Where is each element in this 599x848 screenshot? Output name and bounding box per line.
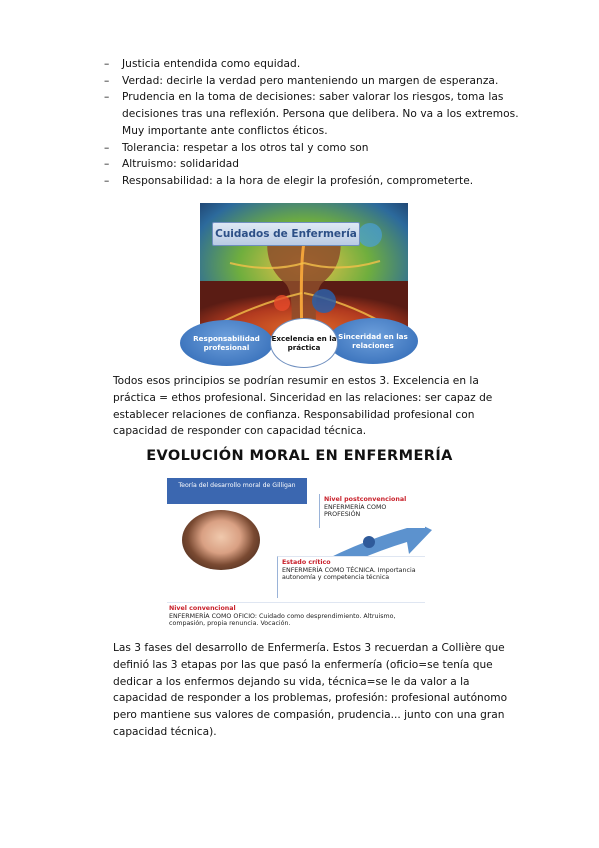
list-item-text: Prudencia en la toma de decisiones: saber valorar los riesgos, toma las decisiones tras una reflexión. Persona que delibera. No va a los extremos. Muy importante ante conflictos éticos. (122, 91, 519, 137)
list-dash: – (104, 141, 110, 154)
list-dash: – (104, 74, 110, 87)
phases-paragraph: Las 3 fases del desarrollo de Enfermería. Estos 3 recuerdan a Collière que definió las 3 etapas por las que pasó la enfermería (oficio=se tenía que dedicar a los enfermos dejando su vida, técnica=se le da valor a la capacidad de responder a los problemas, profesión: profesional autónomo pero mantiene sus valores de compasión, prudencia... junto con una gran capacidad técnica). (113, 642, 508, 738)
list-item-text: Justicia entendida como equidad. (122, 58, 301, 70)
list-item (104, 173, 524, 190)
responsibility-oval: Responsabilidad profesional (180, 320, 273, 366)
excellence-oval: Excelencia en la práctica (270, 318, 338, 368)
list-dash: – (104, 174, 110, 187)
list-item (104, 89, 524, 139)
list-dash: – (104, 158, 110, 171)
section-heading: EVOLUCIÓN MORAL EN ENFERMERÍA (146, 448, 453, 464)
list-item-text: Responsabilidad: a la hora de elegir la profesión, comprometerte. (122, 174, 474, 187)
list-dash: – (104, 91, 110, 104)
figure-title: Cuidados de Enfermería (212, 222, 360, 246)
portrait-photo (182, 510, 260, 570)
conventional-text: ENFERMERÍA COMO OFICIO: Cuidado como desprendimiento. Altruismo, compasión, propia renuncia. Vocación. (169, 612, 396, 628)
list-item-text: Altruismo: solidaridad (122, 158, 240, 171)
theory-header: Teoría del desarrollo moral de Gilligan (167, 478, 307, 504)
list-item-text: Tolerancia: respetar a los otros tal y como son (122, 141, 369, 154)
postconventional-box (319, 494, 425, 528)
conventional-box (167, 602, 425, 636)
list-item (104, 73, 524, 90)
summary-paragraph: Todos esos principios se podrían resumir en estos 3. Excelencia en la práctica = ethos profesional. Sinceridad en las relaciones: ser capaz de establecer relaciones de confianza. Responsabilidad profesional con capacidad de responder con capacidad técnica. (113, 375, 493, 438)
postconventional-text: ENFERMERÍA COMO PROFESIÓN (324, 503, 387, 519)
sincerity-oval: Sinceridad en las relaciones (328, 318, 418, 364)
critical-state-text: ENFERMERÍA COMO TÉCNICA. Importancia autonomía y competencia técnica (282, 566, 416, 582)
list-item-text: Verdad: decirle la verdad pero manteniendo un margen de esperanza. (122, 74, 499, 87)
list-item (104, 140, 524, 157)
nursing-care-figure (180, 203, 416, 366)
critical-state-label: Estado crítico (282, 559, 331, 566)
list-item (104, 156, 524, 173)
list-item (104, 56, 524, 73)
list-dash: – (104, 58, 110, 70)
values-list (104, 56, 524, 190)
postconventional-label: Nivel postconvencional (324, 496, 407, 503)
moral-evolution-figure (167, 478, 432, 638)
conventional-label: Nivel convencional (169, 605, 236, 612)
critical-state-box (277, 556, 425, 598)
